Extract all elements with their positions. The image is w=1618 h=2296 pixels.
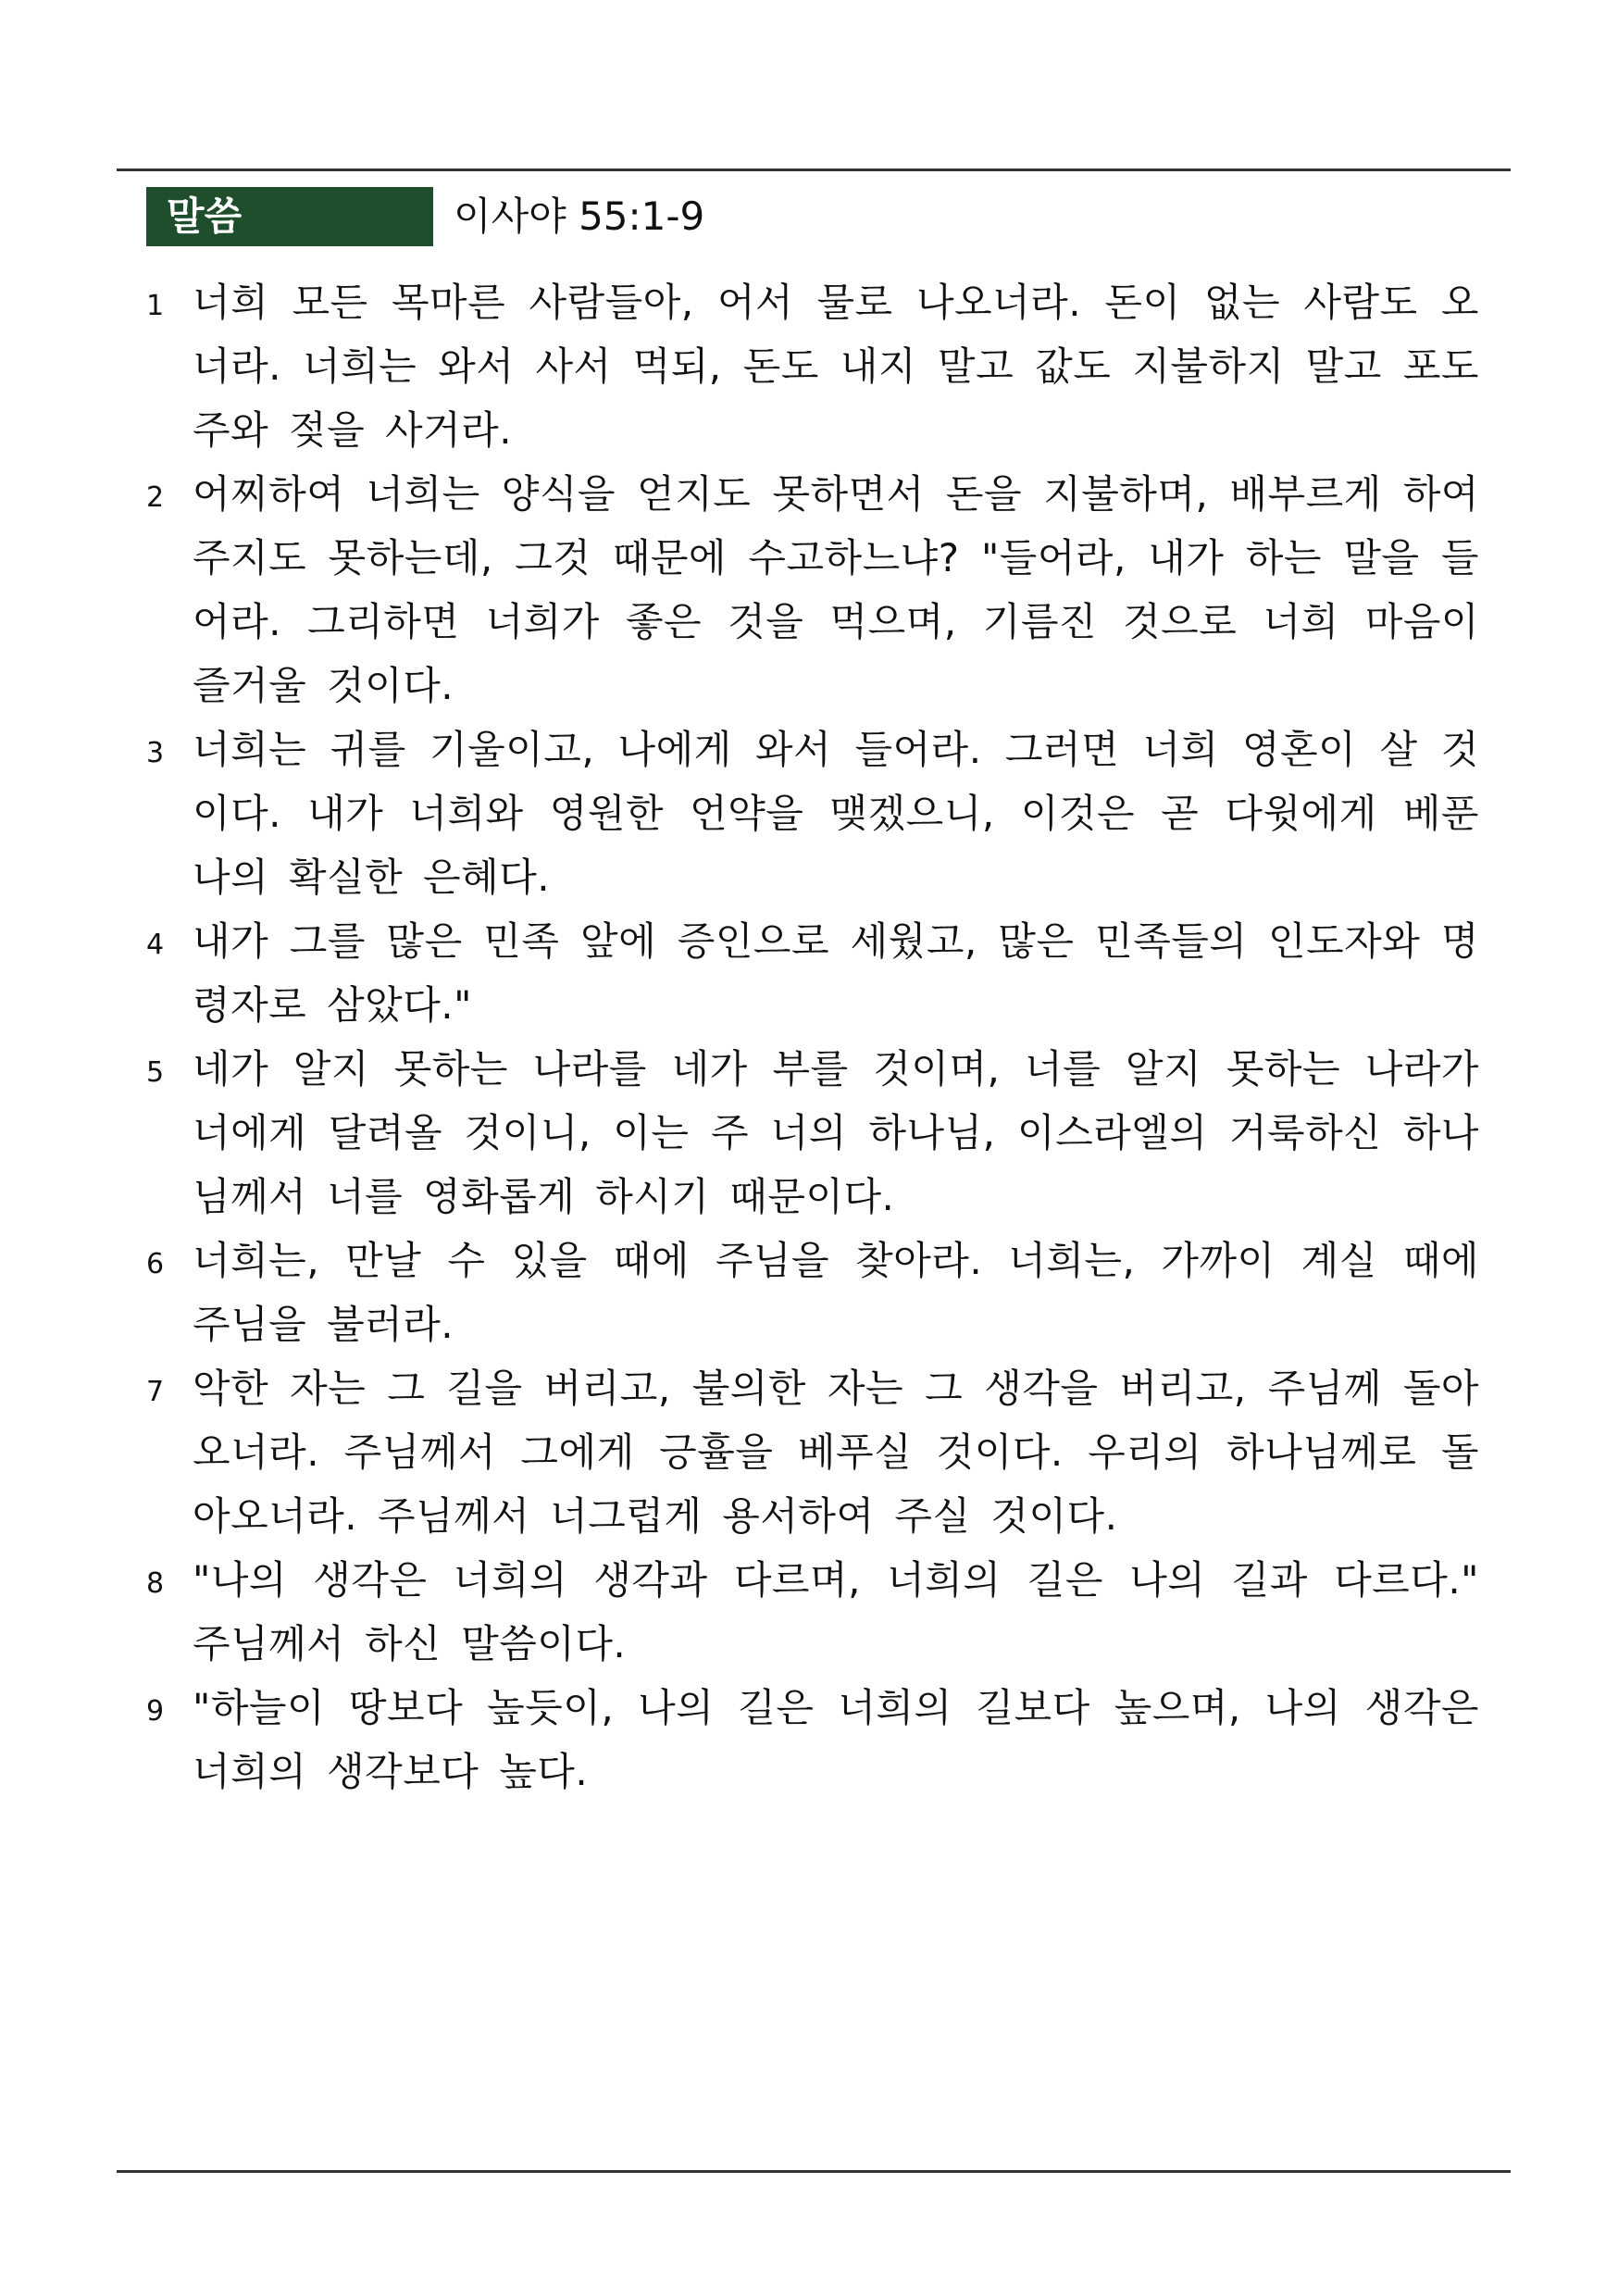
verse-text: "나의 생각은 너희의 생각과 다르며, 너희의 길은 나의 길과 다르다." 주님께서 하신 말씀이다. <box>193 1557 1479 1666</box>
verse-list <box>146 270 1479 1803</box>
verse-text: 악한 자는 그 길을 버리고, 불의한 자는 그 생각을 버리고, 주님께 돌아오너라. 주님께서 그에게 긍휼을 베푸실 것이다. 우리의 하나님께로 돌아오너라. 주님께서 너그럽게 용서하여 주실 것이다. <box>193 1366 1479 1539</box>
verse-number: 1 <box>146 290 165 322</box>
verse-text: 어찌하여 너희는 양식을 얻지도 못하면서 돈을 지불하며, 배부르게 하여 주지도 못하는데, 그것 때문에 수고하느냐? "들어라, 내가 하는 말을 들어라. 그리하면 너희가 좋은 것을 먹으며, 기름진 것으로 너희 마음이 즐거울 것이다. <box>193 471 1479 708</box>
verse-2 <box>146 462 1479 718</box>
verse-number: 7 <box>146 1376 165 1408</box>
verse-number: 2 <box>146 481 165 514</box>
verse-5 <box>146 1037 1479 1229</box>
verse-7 <box>146 1356 1479 1548</box>
verse-6 <box>146 1229 1479 1356</box>
verse-number: 3 <box>146 737 165 769</box>
verse-9 <box>146 1676 1479 1803</box>
verse-text: 너희는, 만날 수 있을 때에 주님을 찾아라. 너희는, 가까이 계실 때에 주님을 불러라. <box>193 1238 1479 1347</box>
section-header <box>146 187 704 246</box>
top-divider <box>117 168 1511 171</box>
verse-1 <box>146 270 1479 462</box>
scripture-reference: 이사야 55:1-9 <box>454 193 705 239</box>
verse-text: "하늘이 땅보다 높듯이, 나의 길은 너희의 길보다 높으며, 나의 생각은 너희의 생각보다 높다. <box>193 1685 1479 1794</box>
verse-number: 6 <box>146 1248 165 1280</box>
verse-text: 너희 모든 목마른 사람들아, 어서 물로 나오너라. 돈이 없는 사람도 오너라. 너희는 와서 사서 먹되, 돈도 내지 말고 값도 지불하지 말고 포도주와 젖을 사거라. <box>193 280 1479 453</box>
verse-number: 9 <box>146 1695 165 1728</box>
verse-number: 4 <box>146 929 165 961</box>
verse-number: 8 <box>146 1567 165 1600</box>
verse-text: 너희는 귀를 기울이고, 나에게 와서 들어라. 그러면 너희 영혼이 살 것이다. 내가 너희와 영원한 언약을 맺겠으니, 이것은 곧 다윗에게 베푼 나의 확실한 은혜다. <box>193 727 1479 900</box>
verse-8 <box>146 1548 1479 1676</box>
bottom-divider <box>117 2170 1511 2173</box>
section-label: 말씀 <box>146 187 433 246</box>
verse-4 <box>146 909 1479 1037</box>
verse-3 <box>146 718 1479 909</box>
verse-text: 내가 그를 많은 민족 앞에 증인으로 세웠고, 많은 민족들의 인도자와 명령자로 삼았다." <box>193 918 1479 1028</box>
verse-text: 네가 알지 못하는 나라를 네가 부를 것이며, 너를 알지 못하는 나라가 너에게 달려올 것이니, 이는 주 너의 하나님, 이스라엘의 거룩하신 하나님께서 너를 영화롭게 하시기 때문이다. <box>193 1046 1479 1219</box>
verse-number: 5 <box>146 1056 165 1089</box>
